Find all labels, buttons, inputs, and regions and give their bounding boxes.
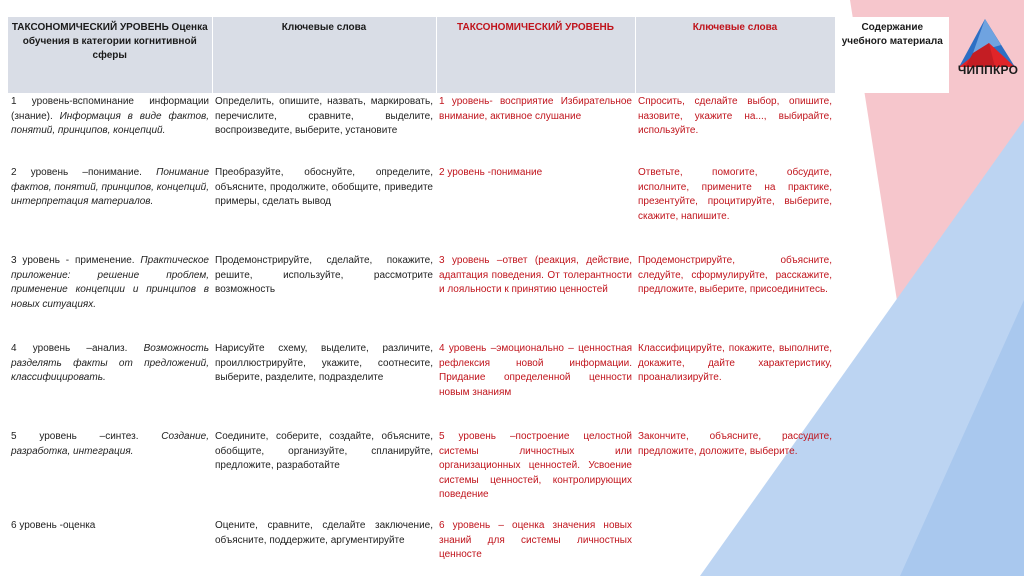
cognitive-level-cell: 4 уровень –анализ. Возможность разделять факты от предложений, классифицировать.: [11, 343, 209, 384]
cognitive-level-cell: 3 уровень - применение. Практическое приложение: решение проблем, применение концепции и принципов в новых ситуациях.: [11, 255, 209, 310]
cognitive-keywords-cell: Оцените, сравните, сделайте заключение, объясните, поддержите, аргументируйте: [215, 520, 433, 546]
cognitive-keywords-cell: Соедините, соберите, создайте, объясните, обобщите, организуйте, спланируйте, предложите, разработайте: [215, 431, 433, 472]
affective-level-cell: 3 уровень –ответ (реакция, действие, адаптация поведения. От толерантности и лояльности к принятию ценностей: [439, 255, 632, 296]
affective-keywords-cell: Спросить, сделайте выбор, опишите, назовите, укажите на..., выбирайте, используйте.: [638, 96, 832, 137]
content-cell: [835, 252, 949, 340]
taxonomy-table: [8, 17, 949, 573]
affective-keywords-cell: Продемонстрируйте, объясните, следуйте, сформулируйте, расскажите, предложите, выберите, присоединитесь.: [638, 255, 832, 296]
cognitive-level-cell: 1 уровень-вспоминание информации (знание). Информация в виде фактов, понятий, принципов, концепций.: [11, 96, 209, 137]
table-row: [8, 428, 949, 517]
content-cell: [835, 93, 949, 164]
affective-keywords-cell: Закончите, объясните, рассудите, предложите, доложите, выберите.: [638, 431, 832, 457]
header-taxonomy-cognitive: ТАКСОНОМИЧЕСКИЙ УРОВЕНЬ Оценка обучения в категории когнитивной сферы: [8, 17, 212, 93]
affective-level-cell: 4 уровень –эмоционально – ценностная рефлексия новой информации. Придание определенной ценности новым знаниям: [439, 343, 632, 398]
header-content: Содержание учебного материала: [835, 17, 949, 93]
table-row: [8, 340, 949, 428]
table-header-row: [8, 17, 949, 93]
cognitive-keywords-cell: Определить, опишите, назвать, маркировать, перечислите, сравните, выделите, воспроизведите, выберите, установите: [215, 96, 433, 137]
header-keywords-affective: Ключевые слова: [635, 17, 835, 93]
cognitive-keywords-cell: Нарисуйте схему, выделите, различите, проиллюстрируйте, укажите, соотнесите, выберите, разделите, подразделите: [215, 343, 433, 384]
content-cell: [835, 164, 949, 252]
table-row: [8, 164, 949, 252]
logo-text: ЧИППКРО: [957, 63, 1019, 77]
affective-keywords-cell: [635, 517, 835, 573]
cognitive-level-cell: 6 уровень -оценка: [11, 520, 96, 531]
content-cell: [835, 517, 949, 573]
cognitive-keywords-cell: Преобразуйте, обоснуйте, определите, объясните, продолжите, обобщите, приведите примеры, сделать вывод: [215, 167, 433, 208]
affective-level-cell: 5 уровень –построение целостной системы личностных или организационных ценностей. Усвоение системы ценностей, контролирующих поведение: [439, 431, 632, 501]
cognitive-level-cell: 2 уровень –понимание. Понимание фактов, понятий, принципов, концепций, интерпретация материалов.: [11, 167, 210, 208]
affective-keywords-cell: Ответьте, помогите, обсудите, исполните, примените на практике, презентуйте, процитируйте, выберите, скажите, напишите.: [638, 167, 832, 222]
content-cell: [835, 340, 949, 428]
content-cell: [835, 428, 949, 517]
affective-level-cell: 1 уровень- восприятие Избирательное внимание, активное слушание: [439, 96, 632, 122]
table-row: [8, 93, 949, 164]
cognitive-level-cell: 5 уровень –синтез. Создание, разработка, интеграция.: [11, 431, 209, 457]
table-row: [8, 252, 949, 340]
header-taxonomy-affective: ТАКСОНОМИЧЕСКИЙ УРОВЕНЬ: [436, 17, 635, 93]
affective-level-cell: 6 уровень – оценка значения новых знаний для системы личностных ценносте: [439, 520, 632, 561]
affective-keywords-cell: Классифицируйте, покажите, выполните, докажите, дайте характеристику, проанализируйте.: [638, 343, 832, 384]
header-keywords-cognitive: Ключевые слова: [212, 17, 436, 93]
table-row: [8, 517, 949, 573]
affective-level-cell: 2 уровень -понимание: [439, 167, 543, 178]
cognitive-keywords-cell: Продемонстрируйте, сделайте, покажите, решите, используйте, рассмотрите возможность: [215, 255, 433, 296]
